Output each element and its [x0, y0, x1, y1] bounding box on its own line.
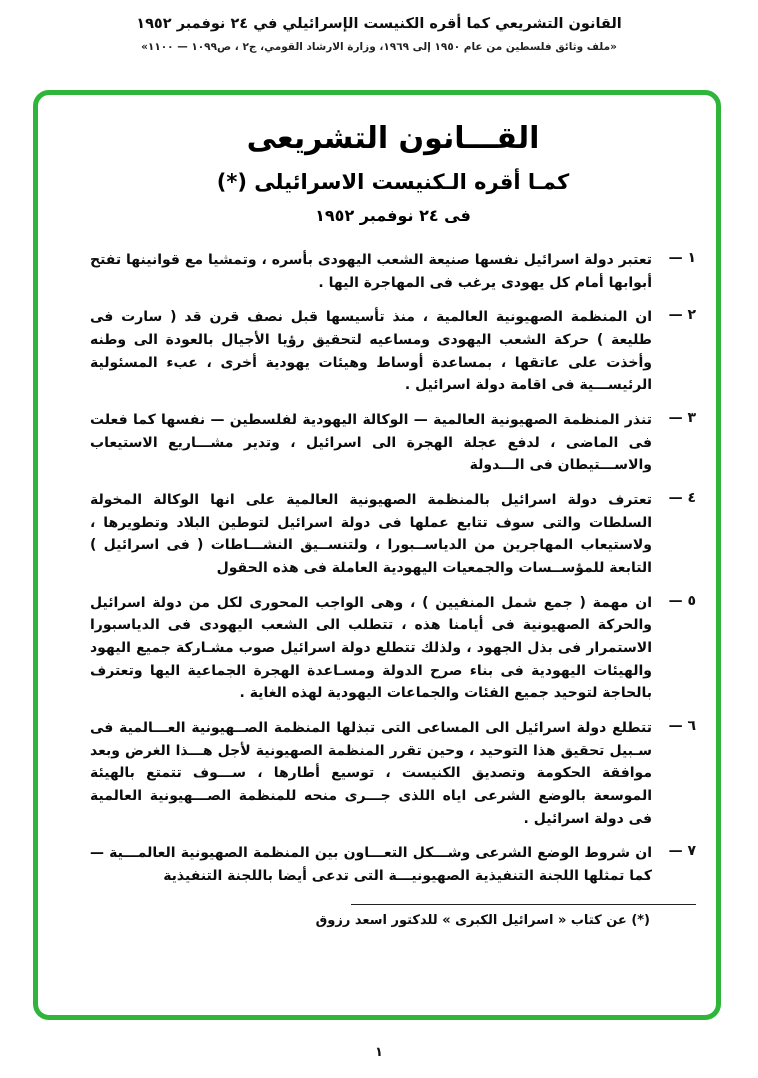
- item-text: ان المنظمة الصهيونية العالمية ، منذ تأسيسها قبل نصف قرن قد ( سارت فى طليعة ) حركة الشعب اليهودى ومساعيه لتحقيق رؤيا الأجيال بالعودة الى وطنه وأخذت على عاتقها ، بمساعدة أوساط وهيئات يهودية أخرى ، عبء المسئولية الرئيســـية فى اقامة دولة اسرائيل .: [90, 309, 652, 394]
- list-item: [90, 592, 696, 705]
- list-item: [90, 842, 696, 887]
- document-frame: [33, 90, 721, 1020]
- item-number: ٣ —: [668, 410, 696, 427]
- item-text: ان مهمة ( جمع شمل المنفيين ) ، وهى الواجب المحورى لكل من دولة اسرائيل والحركة الصهيونية فى أيامنا هذه ، تتطلب الى الشعب اليهودى فى الدياسبورا الاستمرار فى بذل الجهود ، ولذلك تتطلع دولة اسرائيل صوب مشـاركة جميع اليهود والهيئات اليهودية فى بناء صرح الدولة ومسـاعدة الهجرة الجماعية اليها وتعترف بالحاجة لتوحيد جميع الفئات والجماعات اليهودية لهذه الغاية .: [90, 594, 652, 702]
- item-text: تنذر المنظمة الصهيونية العالمية — الوكالة اليهودية لفلسطين — نفسها كما فعلت فى الماضى ، لدفع عجلة الهجرة الى اسرائيل ، وتدير مشـــاريع الاستيعاب والاســـتيطان فى الـــدولة: [90, 412, 652, 474]
- item-text: تتطلع دولة اسرائيل الى المساعى التى تبذلها المنظمة الصــهيونية العـــالمية فى سـبيل تحقيق هذا التوحيد ، وحين تقرر المنظمة الصهيونية لأجل هـــذا الغرض وبعد موافقة الحكومة وتصديق الكنيست ، توسيع أطارها ، ســـوف تتمتع بالهيئة الموسعة بالوضع الشرعى اياه اللذى جـــرى منحه للمنظمة الصـــهيونية العالمية فى دولة اسرائيل .: [90, 720, 652, 827]
- document-date: فى ٢٤ نوفمبر ١٩٥٢: [315, 206, 471, 225]
- item-number: ١ —: [668, 250, 696, 266]
- document-title: القـــانون التشريعى: [246, 121, 540, 156]
- footnote: [90, 904, 696, 928]
- list-item: [90, 249, 696, 294]
- item-number: ٥ —: [668, 592, 696, 609]
- item-number: ٦ —: [668, 718, 696, 735]
- item-number: ٧ —: [668, 843, 696, 860]
- item-text: تعتبر دولة اسرائيل نفسها صنيعة الشعب اليهودى بأسره ، وتمشيا مع قوانينها تفتح أبوابها أمام كل يهودى يرغب فى المهاجرة اليها .: [90, 252, 652, 291]
- item-number: ٢ —: [668, 307, 696, 324]
- footnote-divider: [351, 904, 696, 905]
- item-number: ٤ —: [668, 490, 696, 507]
- list-item: [90, 306, 696, 397]
- list-item: [90, 409, 696, 477]
- clause-list: [90, 249, 696, 888]
- header-source-citation: «ملف وثائق فلسطين من عام ١٩٥٠ إلى ١٩٦٩، وزارة الارشاد القومي، ج٢ ، ص١٠٩٩ — ١١٠٠»: [141, 41, 617, 53]
- list-item: [90, 489, 696, 580]
- item-text: ان شروط الوضع الشرعى وشـــكل التعـــاون بين المنظمة الصهيونية العالمـــية — كما تمثلها اللجنة التنفيذية الصهيونيـــة التى تدعى أيضا باللجنة التنفيذية: [90, 845, 652, 885]
- footnote-text: (*) عن كتاب « اسرائيل الكبرى » للدكتور اسعد رزوق: [315, 912, 650, 928]
- page-header: [0, 16, 758, 53]
- list-item: [90, 717, 696, 830]
- header-title: القانون التشريعي كما أقره الكنيست الإسرائيلي في ٢٤ نوفمبر ١٩٥٢: [136, 16, 622, 32]
- item-text: تعترف دولة اسرائيل بالمنظمة الصهيونية العالمية على انها الوكالة المخولة السلطات والتى سوف تتابع عملها فى دولة اسرائيل لتوطين البلاد وتطويرها ، ولاستيعاب المهاجرين من الدياســبورا ، ولتنســيق النشـــاطات ( فى اسرائيل ) التابعة للمؤســسات والجمعيات اليهودية العاملة فى هذه الحقول: [90, 492, 652, 577]
- page-number: ١: [375, 1045, 383, 1060]
- document-subtitle: كمـا أقره الـكنيست الاسرائيلى (*): [216, 170, 570, 194]
